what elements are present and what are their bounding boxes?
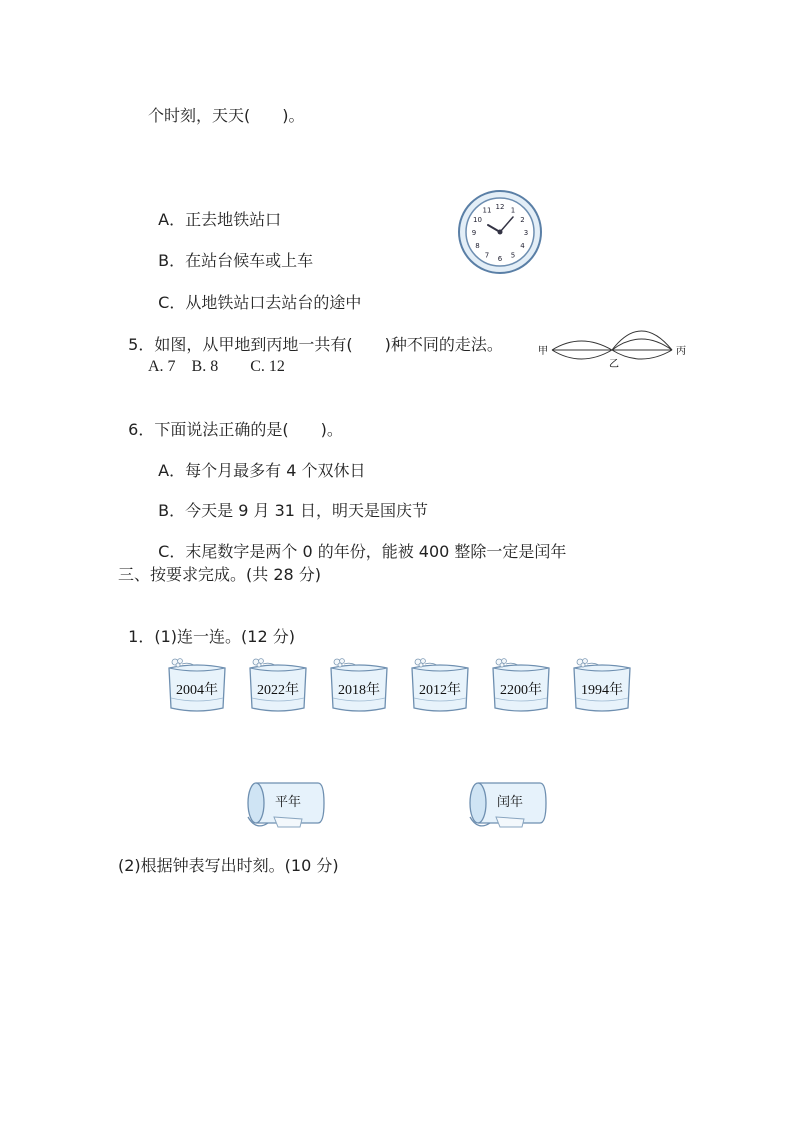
s3-q1-number: 1． <box>128 627 155 646</box>
year-label: 2018年 <box>338 683 380 698</box>
q4-stem-end: 个时刻，天天( )。 <box>148 106 305 125</box>
clock-number: 7 <box>484 251 490 260</box>
q6-option-c <box>148 522 566 562</box>
option-text: 末尾数字是两个 0 的年份，能被 400 整除一定是闰年 <box>185 542 567 561</box>
option-letter: A． <box>158 461 186 480</box>
q5-number: 5． <box>128 335 155 354</box>
option-text: 正去地铁站口 <box>185 210 282 229</box>
q6-number: 6． <box>128 420 155 439</box>
option-text: 每个月最多有 4 个双休日 <box>185 461 366 480</box>
clock-number: 3 <box>523 229 529 237</box>
q5-options: A. 7 B. 8 C. 12 <box>148 358 285 375</box>
q6-stem: 下面说法正确的是( )。 <box>154 420 343 439</box>
year-label: 2004年 <box>176 683 218 698</box>
option-text: 今天是 9 月 31 日，明天是国庆节 <box>185 501 429 520</box>
clock-number: 10 <box>473 216 482 224</box>
option-letter: C． <box>158 293 186 312</box>
option-letter: B． <box>158 501 186 520</box>
clock-number: 5 <box>510 251 516 260</box>
year-bucket[interactable] <box>328 656 390 718</box>
year-label: 2200年 <box>500 683 542 698</box>
option-letter: A． <box>158 210 186 229</box>
year-label: 2022年 <box>257 683 299 698</box>
year-bucket[interactable] <box>571 656 633 718</box>
route-end-label: 丙 <box>676 346 686 357</box>
clock-number: 4 <box>520 242 525 250</box>
option-text: 从地铁站口去站台的途中 <box>185 293 362 312</box>
q5-line <box>118 315 503 355</box>
q4-option-a <box>148 190 281 230</box>
clock-number: 6 <box>497 255 503 263</box>
option-text: 在站台候车或上车 <box>185 251 314 270</box>
year-bucket[interactable] <box>409 656 471 718</box>
q4-option-c <box>148 273 361 313</box>
section3-title: 三、按要求完成。(共 28 分) <box>118 565 322 584</box>
year-label: 1994年 <box>581 683 623 698</box>
pipe-label: 闰年 <box>496 795 523 810</box>
clock-illustration <box>457 189 543 275</box>
year-bucket[interactable] <box>490 656 552 718</box>
q6-option-a <box>148 441 365 481</box>
clock-number: 8 <box>475 242 480 250</box>
s3-q1-line <box>118 607 295 647</box>
year-bucket[interactable] <box>247 656 309 718</box>
q4-option-b <box>148 231 313 271</box>
route-middle-label: 乙 <box>609 359 619 368</box>
route-start-label: 甲 <box>538 346 548 357</box>
q6-option-b <box>148 481 428 521</box>
clock-number: 12 <box>495 203 505 211</box>
clock-number: 9 <box>471 229 477 237</box>
option-letter: B． <box>158 251 186 270</box>
clock-number: 1 <box>510 206 516 215</box>
route-diagram <box>536 318 696 368</box>
s3-q1-part2: (2)根据钟表写出时刻。(10 分) <box>118 856 339 875</box>
year-label: 2012年 <box>419 683 461 698</box>
pipe-label: 平年 <box>274 795 301 810</box>
year-bucket[interactable] <box>166 656 228 718</box>
s3-q1-part1: (1)连一连。(12 分) <box>154 627 295 646</box>
target-pipe-common-year[interactable] <box>244 777 326 829</box>
q5-stem: 如图，从甲地到丙地一共有( )种不同的走法。 <box>154 335 503 354</box>
option-letter: C． <box>158 542 186 561</box>
q6-line <box>118 400 343 440</box>
clock-number: 2 <box>520 216 525 224</box>
clock-number: 11 <box>482 206 492 215</box>
target-pipe-leap-year[interactable] <box>466 777 548 829</box>
